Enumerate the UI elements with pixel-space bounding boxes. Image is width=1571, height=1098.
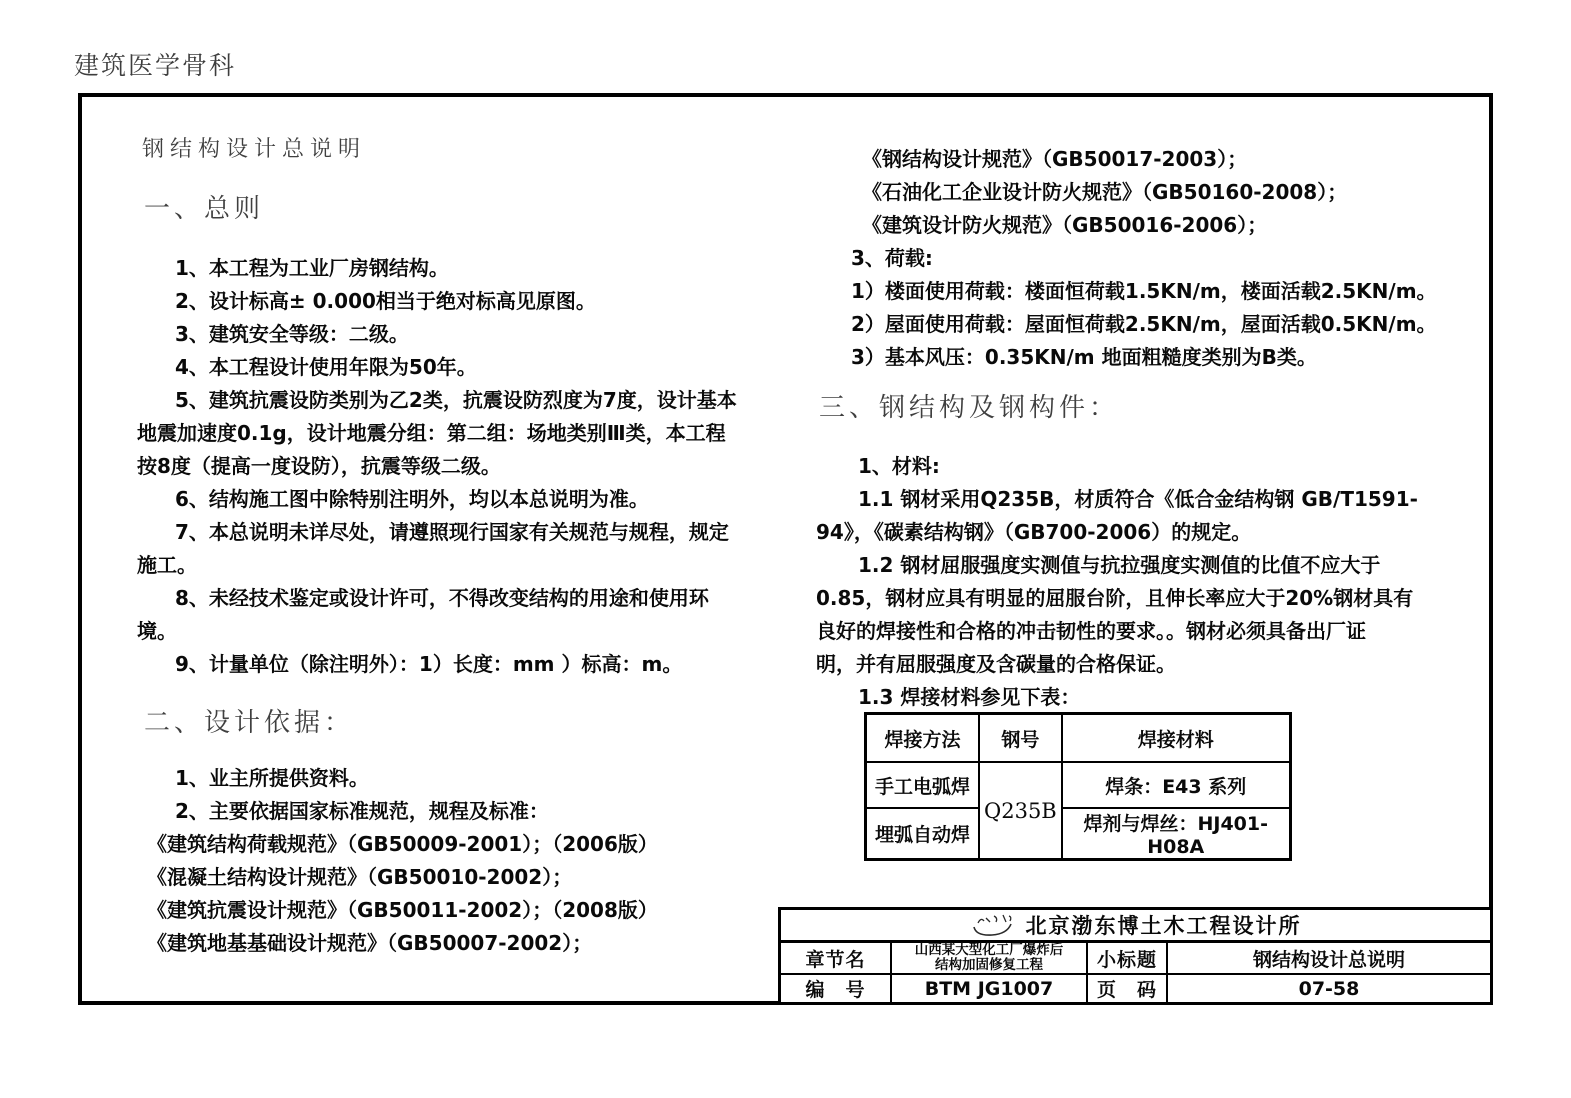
- text-line: 明，并有屈服强度及含碳量的合格保证。: [816, 652, 1176, 676]
- project-name-line1: 山西某大型化工厂爆炸后: [914, 942, 1064, 958]
- text-line: 1）楼面使用荷载：楼面恒荷载1.5KN/m，楼面活载2.5KN/m。: [851, 279, 1437, 303]
- company-logo-icon: [970, 912, 1016, 938]
- table-header-grade: 钢号: [979, 714, 1062, 763]
- text-line: 8、未经技术鉴定或设计许可，不得改变结构的用途和使用环: [175, 586, 709, 610]
- title-block-company-row: [780, 909, 1492, 942]
- text-line: 1、材料:: [858, 454, 940, 478]
- text-line: 境。: [137, 619, 177, 643]
- section-1-heading: 一、总则: [144, 194, 265, 224]
- text-line: 施工。: [137, 553, 197, 577]
- text-line: 5、建筑抗震设防类别为乙2类，抗震设防烈度为7度，设计基本: [175, 388, 737, 412]
- page-header: 建筑医学骨科: [74, 51, 237, 80]
- table-header-method: 焊接方法: [866, 714, 980, 763]
- table-cell-grade: Q235B: [979, 762, 1062, 860]
- title-block: [778, 907, 1493, 1005]
- title-block-row: [780, 974, 1492, 1004]
- document-title: 钢结构设计总说明: [142, 137, 367, 162]
- subtitle-value: 钢结构设计总说明: [1167, 942, 1492, 975]
- page-label: 页 码: [1087, 974, 1167, 1004]
- company-name: 北京渤东博土木工程设计所: [1025, 914, 1302, 938]
- text-line: 按8度（提高一度设防），抗震等级二级。: [137, 454, 501, 478]
- text-line: 3）基本风压：0.35KN/m 地面粗糙度类别为B类。: [851, 345, 1317, 369]
- drawing-sheet-border: [78, 93, 1493, 1005]
- text-line: 2、主要依据国家标准规范，规程及标准：: [175, 799, 549, 823]
- text-line: 0.85，钢材应具有明显的屈服台阶，且伸长率应大于20%钢材具有: [816, 586, 1414, 610]
- text-line: 《石油化工企业设计防火规范》（GB50160-2008）；: [862, 180, 1348, 204]
- page-value: 07-58: [1167, 974, 1492, 1004]
- left-column: [137, 97, 807, 960]
- table-cell-method: 埋弧自动焊: [866, 808, 980, 860]
- welding-materials-table: [864, 712, 1292, 861]
- section-3-body: [816, 450, 1516, 714]
- text-line: 3、荷载:: [851, 246, 933, 270]
- table-cell-material: 焊剂与焊丝：HJ401-H08A: [1062, 808, 1291, 860]
- chapter-label: 章节名: [780, 942, 892, 975]
- text-line: 1、业主所提供资料。: [175, 766, 369, 790]
- text-line: 1.2 钢材屈服强度实测值与抗拉强度实测值的比值不应大于: [858, 553, 1381, 577]
- number-value: BTM JG1007: [891, 974, 1087, 1004]
- project-name-line2: 结构加固修复工程: [935, 957, 1043, 973]
- table-cell-material: 焊条：E43 系列: [1062, 762, 1291, 808]
- table-cell-method: 手工电弧焊: [866, 762, 980, 808]
- table-row: [866, 762, 1291, 808]
- number-label: 编 号: [780, 974, 892, 1004]
- table-row: [866, 808, 1291, 860]
- text-line: 1.1 钢材采用Q235B，材质符合《低合金结构钢 GB/T1591-: [858, 487, 1418, 511]
- section-1-body: [137, 252, 807, 681]
- text-line: 3、建筑安全等级：二级。: [175, 322, 409, 346]
- section-3-heading: 三、钢结构及钢构件：: [819, 393, 1120, 423]
- table-header-material: 焊接材料: [1062, 714, 1291, 763]
- chapter-value: [891, 942, 1087, 975]
- text-line: 《建筑抗震设计规范》（GB50011-2002）；（2008版）: [147, 898, 658, 922]
- text-line: 良好的焊接性和合格的冲击韧性的要求。。钢材必须具备出厂证: [816, 619, 1366, 643]
- text-line: 94》，《碳素结构钢》（GB700-2006）的规定。: [816, 520, 1252, 544]
- text-line: 1.3 焊接材料参见下表：: [858, 685, 1081, 709]
- section-2-body: [137, 762, 807, 960]
- right-column: [816, 97, 1516, 861]
- text-line: 《建筑地基基础设计规范》（GB50007-2002）；: [147, 931, 593, 955]
- text-line: 《建筑设计防火规范》（GB50016-2006）；: [862, 213, 1268, 237]
- text-line: 1、本工程为工业厂房钢结构。: [175, 256, 449, 280]
- text-line: 7、本总说明未详尽处，请遵照现行国家有关规范与规程，规定: [175, 520, 729, 544]
- subtitle-label: 小标题: [1087, 942, 1167, 975]
- text-line: 《建筑结构荷载规范》（GB50009-2001）；（2006版）: [147, 832, 658, 856]
- section-2-heading: 二、设计依据：: [144, 708, 355, 738]
- text-line: 地震加速度0.1g，设计地震分组：第二组：场地类别Ⅲ类，本工程: [137, 421, 726, 445]
- text-line: 9、计量单位（除注明外）：1）长度：mm ）标高：m。: [175, 652, 683, 676]
- section-2-continued: [816, 143, 1516, 374]
- text-line: 《混凝土结构设计规范》（GB50010-2002）；: [147, 865, 573, 889]
- text-line: 《钢结构设计规范》（GB50017-2003）；: [862, 147, 1248, 171]
- text-line: 2）屋面使用荷载：屋面恒荷载2.5KN/m，屋面活载0.5KN/m。: [851, 312, 1437, 336]
- text-line: 2、设计标高± 0.000相当于绝对标高见原图。: [175, 289, 596, 313]
- text-line: 4、本工程设计使用年限为50年。: [175, 355, 477, 379]
- title-block-row: [780, 942, 1492, 975]
- text-line: 6、结构施工图中除特别注明外，均以本总说明为准。: [175, 487, 649, 511]
